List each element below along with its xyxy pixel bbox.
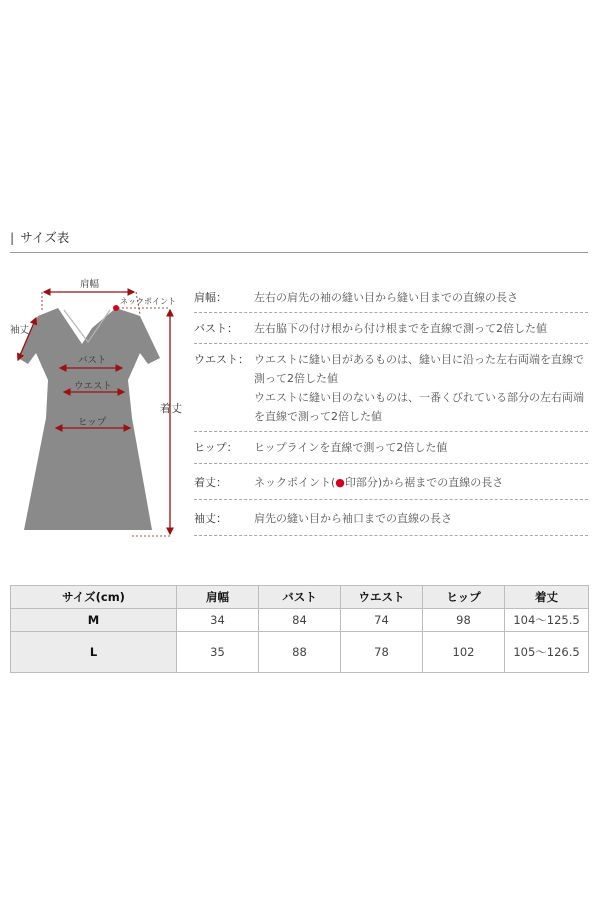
table-cell: 98 (423, 609, 505, 632)
table-cell: 84 (259, 609, 341, 632)
description-text: 印部分)から裾までの直線の長さ (344, 476, 504, 489)
description-line: 肩先の縫い目から袖口までの直線の長さ (254, 512, 452, 525)
header-shoulder: 肩幅 (177, 586, 259, 609)
description-text: ネックポイント( (254, 476, 336, 489)
description-line: ヒップラインを直線で測って2倍した値 (254, 441, 448, 454)
table-row (11, 632, 589, 673)
description (254, 350, 588, 426)
description-line: 測って2倍した値 (254, 372, 338, 385)
description (254, 288, 588, 307)
term: 肩幅： (194, 291, 227, 304)
table-header-row (11, 586, 589, 609)
dress-figure (0, 268, 200, 548)
label-shoulder: 肩幅 (80, 279, 100, 290)
description (254, 319, 588, 338)
table-cell: 78 (341, 632, 423, 673)
definition-shoulder (194, 284, 588, 313)
size-cell: L (11, 632, 177, 673)
term: 袖丈： (194, 512, 227, 525)
table-cell: 102 (423, 632, 505, 673)
header-length: 着丈 (505, 586, 589, 609)
description (254, 509, 588, 528)
header-bust: バスト (259, 586, 341, 609)
label-sleeve: 袖丈 (10, 325, 30, 336)
section-header (10, 228, 588, 253)
definition-length (194, 464, 588, 500)
header-bar: | (10, 230, 15, 245)
description-line: を直線で測って2倍した値 (254, 410, 382, 423)
red-dot-icon: ● (335, 476, 345, 489)
size-table (10, 585, 589, 673)
section-title: サイズ表 (20, 230, 70, 245)
header-hip: ヒップ (423, 586, 505, 609)
description (254, 473, 588, 492)
description (254, 438, 588, 457)
definition-hip (194, 432, 588, 464)
term: 着丈： (194, 476, 227, 489)
table-cell: 35 (177, 632, 259, 673)
size-cell: M (11, 609, 177, 632)
term: ウエスト： (194, 353, 249, 366)
label-length: 着丈 (160, 402, 182, 415)
measurement-definitions (194, 284, 588, 536)
table-cell: 104〜125.5 (505, 609, 589, 632)
table-cell: 88 (259, 632, 341, 673)
definition-waist (194, 344, 588, 432)
description-line: 左右脇下の付け根から付け根までを直線で測って2倍した値 (254, 322, 547, 335)
label-hip: ヒップ (78, 417, 107, 428)
description-line: ウエストに縫い目のないものは、一番くびれている部分の左右両端 (254, 391, 584, 404)
label-waist: ウエスト (74, 381, 113, 392)
table-cell: 74 (341, 609, 423, 632)
table-cell: 105〜126.5 (505, 632, 589, 673)
header-size: サイズ(cm) (11, 586, 177, 609)
description-line: 左右の肩先の袖の縫い目から縫い目までの直線の長さ (254, 291, 518, 304)
header-waist: ウエスト (341, 586, 423, 609)
definition-sleeve (194, 500, 588, 536)
table-cell: 34 (177, 609, 259, 632)
table-row (11, 609, 589, 632)
term: バスト： (194, 322, 238, 335)
label-neck-point: ネックポイント (120, 297, 176, 306)
definition-bust (194, 313, 588, 344)
term: ヒップ： (194, 441, 238, 454)
description-line: ウエストに縫い目があるものは、縫い目に沿った左右両端を直線で (254, 353, 584, 366)
label-bust: バスト (78, 355, 107, 366)
